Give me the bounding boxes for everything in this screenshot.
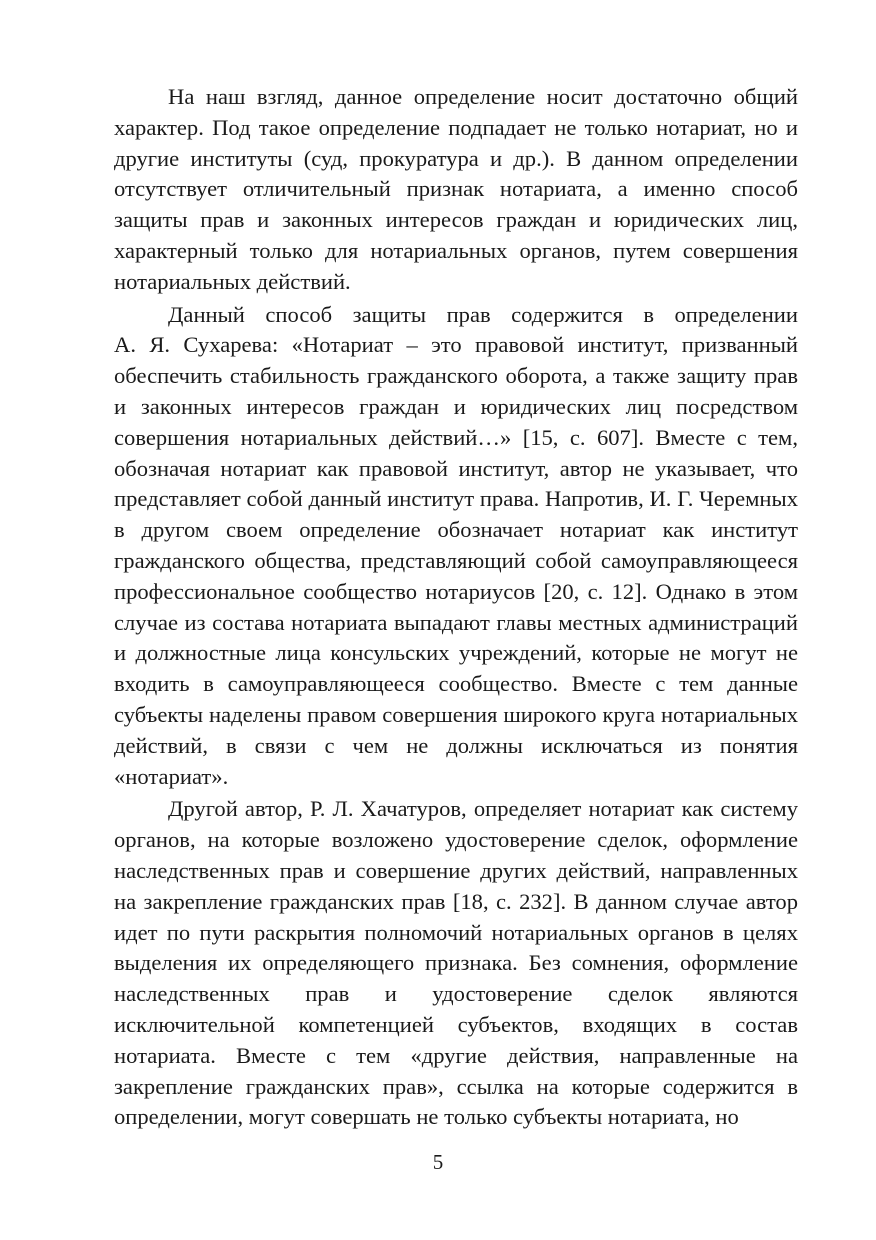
page-number: 5 bbox=[432, 1150, 444, 1174]
paragraph-1: На наш взгляд, данное определение носит достаточно общий характер. Под такое определение подпадает не только нотариат, но и другие институты (суд, прокуратура и др.). В данном определении отсутствует отличительный признак нотариата, а именно способ защиты прав и законных интересов граждан и юридических лиц, характерный только для нотариальных органов, путем совершения нотариальных действий. bbox=[114, 84, 798, 294]
paragraph-3: Другой автор, Р. Л. Хачатуров, определяет нотариат как систему органов, на которые возложено удостоверение сделок, оформление наследственных прав и совершение других действий, направленных на закрепление гражданских прав [18, с. 232]. В данном случае автор идет по пути раскрытия полномочий нотариальных органов в целях выделения их определяющего признака. Без сомнения, оформление наследственных прав и удостоверение сделок являются исключительной компетенцией субъектов, входящих в состав нотариата. Вместе с тем «другие действия, направленные на закрепление гражданских прав», ссылка на которые содержится в определении, могут совершать не только субъекты нотариата, но bbox=[114, 796, 798, 1130]
body-text bbox=[114, 82, 798, 1133]
paragraph-2: Данный способ защиты прав содержится в определении А. Я. Сухарева: «Нотариат – это правовой институт, призванный обеспечить стабильность гражданского оборота, а также защиту прав и законных интересов граждан и юридических лиц посредством совершения нотариальных действий…» [15, с. 607]. Вместе с тем, обозначая нотариат как правовой институт, автор не указывает, что представляет собой данный институт права. Напротив, И. Г. Черемных в другом своем определение обозначает нотариат как институт гражданского общества, представляющий собой самоуправляющееся профессиональное сообщество нотариусов [20, с. 12]. Однако в этом случае из состава нотариата выпадают главы местных администраций и должностные лица консульских учреждений, которые не могут не входить в самоуправляющееся сообщество. Вместе с тем данные субъекты наделены правом совершения широкого круга нотариальных действий, в связи с чем не должны исключаться из понятия «нотариат». bbox=[114, 301, 798, 789]
